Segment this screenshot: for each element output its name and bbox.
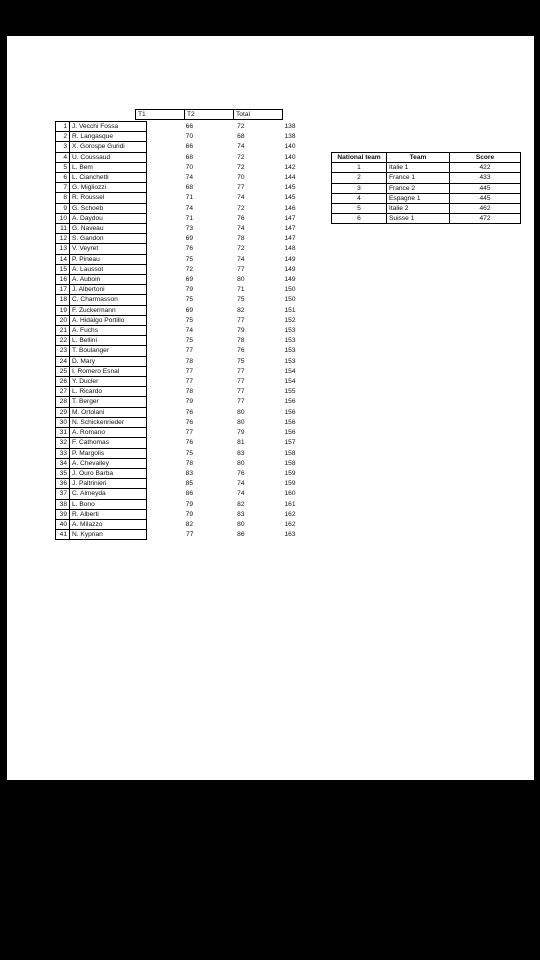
round1-score: 70 (185, 133, 193, 141)
player-rank: 22 (56, 336, 70, 346)
total-score: 138 (284, 123, 296, 130)
player-name: F. Cathomas (70, 438, 147, 448)
round2-score: 74 (237, 194, 245, 202)
total-score: 147 (284, 214, 296, 222)
player-name: A. Daydou (70, 213, 147, 223)
player-rank: 16 (56, 275, 70, 285)
team-rank: 1 (332, 163, 387, 173)
round2-score: 77 (237, 398, 245, 406)
player-rank: 18 (56, 295, 70, 305)
table-row (56, 183, 301, 193)
table-row (56, 132, 301, 142)
player-name: A. Milazzo (70, 519, 147, 529)
player-name: L. Cianchetti (70, 173, 147, 183)
player-name: N. Kyprian (70, 530, 147, 540)
total-score: 149 (284, 276, 296, 284)
player-name: T. Boulanger (70, 346, 147, 356)
round2-score: 75 (237, 357, 245, 365)
round1-score: 66 (185, 143, 193, 151)
round1-score: 69 (185, 276, 193, 284)
table-row (56, 530, 301, 540)
table-row (56, 499, 301, 509)
player-name: R. Roussel (70, 193, 147, 203)
round2-score: 77 (237, 388, 245, 396)
table-row (56, 489, 301, 499)
round2-score: 80 (237, 459, 245, 467)
table-row (332, 204, 521, 214)
team-rank: 3 (332, 183, 387, 193)
table-row (56, 407, 301, 417)
player-name: R. Alberti (70, 509, 147, 519)
player-name: Y. Ducler (70, 377, 147, 387)
round2-score: 74 (237, 225, 245, 233)
round2-score: 80 (237, 418, 245, 426)
round2-score: 79 (237, 327, 245, 335)
player-name: A. Hidalgo Portillo (70, 315, 147, 325)
table-row (56, 295, 301, 305)
total-score: 161 (284, 500, 296, 508)
total-score: 156 (284, 429, 296, 437)
round1-score: 75 (185, 449, 193, 457)
total-score: 151 (284, 306, 296, 314)
player-rank: 3 (56, 142, 70, 152)
player-rank: 4 (56, 152, 70, 162)
round1-score: 86 (185, 490, 193, 498)
player-name: L. Bem (70, 162, 147, 172)
round1-score: 78 (185, 388, 193, 396)
team-name: Espagne 1 (387, 193, 450, 203)
total-score: 156 (284, 398, 296, 406)
total-score: 146 (284, 204, 296, 212)
round2-score: 80 (237, 520, 245, 528)
total-score: 155 (284, 388, 296, 396)
header-t2: T2 (185, 110, 234, 120)
total-score: 154 (284, 378, 296, 386)
round1-score: 68 (185, 153, 193, 161)
round1-score: 79 (185, 286, 193, 294)
round1-score: 76 (185, 439, 193, 447)
player-name: G. Schoeb (70, 203, 147, 213)
player-rank: 15 (56, 264, 70, 274)
total-score: 152 (284, 316, 296, 324)
table-row (56, 519, 301, 529)
round2-score: 72 (237, 204, 245, 212)
player-name: I. Romero Esnal (70, 366, 147, 376)
round2-score: 71 (237, 286, 245, 294)
table-row (332, 183, 521, 193)
round2-score: 83 (237, 449, 245, 457)
round1-score: 75 (185, 316, 193, 324)
table-row (56, 264, 301, 274)
player-name: P. Margolis (70, 448, 147, 458)
round1-score: 70 (185, 163, 193, 171)
round2-score: 79 (237, 429, 245, 437)
round1-score: 77 (185, 367, 193, 375)
total-score: 158 (284, 459, 296, 467)
player-rank: 30 (56, 417, 70, 427)
total-score: 148 (284, 245, 296, 253)
total-score: 153 (284, 327, 296, 335)
player-name: R. Langasque (70, 132, 147, 142)
round2-score: 82 (237, 500, 245, 508)
total-score: 149 (284, 265, 296, 273)
table-row (56, 366, 301, 376)
player-rank: 33 (56, 448, 70, 458)
player-name: G. Naveau (70, 224, 147, 234)
player-rank: 20 (56, 315, 70, 325)
round1-score: 69 (185, 306, 193, 314)
player-rank: 25 (56, 366, 70, 376)
header-t1: T1 (136, 110, 185, 120)
individual-results-table (55, 121, 301, 540)
table-row (56, 336, 301, 346)
round1-score: 85 (185, 480, 193, 488)
table-row (56, 468, 301, 478)
round1-score: 77 (186, 531, 194, 539)
player-name: C. Almeyda (70, 489, 147, 499)
player-rank: 31 (56, 428, 70, 438)
header-score: Score (450, 153, 521, 163)
team-name: France 2 (387, 183, 450, 193)
total-score: 162 (284, 520, 296, 528)
player-name: J. Vecchi Fossa (70, 122, 147, 132)
player-rank: 12 (56, 234, 70, 244)
team-score: 433 (450, 173, 521, 183)
round1-score: 79 (185, 500, 193, 508)
round1-score: 82 (185, 520, 193, 528)
player-name: A. Auboin (70, 275, 147, 285)
player-rank: 27 (56, 387, 70, 397)
round1-score: 75 (185, 337, 193, 345)
total-score: 156 (284, 418, 296, 426)
player-rank: 38 (56, 499, 70, 509)
total-score: 138 (284, 133, 296, 141)
player-name: A. Fuchs (70, 326, 147, 336)
table-row (56, 428, 301, 438)
table-row (56, 203, 301, 213)
round2-score: 72 (237, 153, 245, 161)
total-score: 149 (284, 255, 296, 263)
table-row (332, 214, 521, 224)
round2-score: 80 (237, 408, 245, 416)
round2-score: 75 (237, 296, 245, 304)
round1-score: 71 (185, 194, 193, 202)
round1-score: 74 (185, 174, 193, 182)
round2-score: 76 (237, 347, 245, 355)
player-name: A. Romano (70, 428, 147, 438)
round2-score: 77 (237, 316, 245, 324)
total-score: 145 (284, 194, 296, 202)
team-rank: 6 (332, 214, 387, 224)
player-rank: 11 (56, 224, 70, 234)
round2-score: 80 (237, 276, 245, 284)
round1-score: 69 (185, 235, 193, 243)
table-row (56, 254, 301, 264)
total-score: 160 (284, 490, 296, 498)
table-row (56, 234, 301, 244)
total-score: 142 (284, 163, 296, 171)
table-row (56, 213, 301, 223)
team-rank: 5 (332, 204, 387, 214)
player-name: M. Ortolani (70, 407, 147, 417)
round1-score: 76 (185, 418, 193, 426)
team-name: Italie 1 (387, 163, 450, 173)
round1-score: 73 (185, 225, 193, 233)
player-name: D. Mary (70, 356, 147, 366)
table-row (56, 244, 301, 254)
table-row (56, 479, 301, 489)
round2-score: 83 (237, 510, 245, 518)
table-row (56, 387, 301, 397)
round2-score: 76 (237, 214, 245, 222)
table-row (56, 152, 301, 162)
round2-score: 82 (237, 306, 245, 314)
round1-score: 78 (185, 459, 193, 467)
header-team: Team (387, 153, 450, 163)
table-row (56, 356, 301, 366)
team-rank: 4 (332, 193, 387, 203)
table-row (56, 285, 301, 295)
player-name: L. Ricardo (70, 387, 147, 397)
round2-score: 70 (237, 174, 245, 182)
table-row (56, 173, 301, 183)
player-rank: 8 (56, 193, 70, 203)
total-score: 162 (284, 510, 296, 518)
total-score: 156 (284, 408, 296, 416)
team-name: Italie 2 (387, 204, 450, 214)
player-name: F. Zuckermann (70, 305, 147, 315)
player-rank: 29 (56, 407, 70, 417)
table-row (56, 162, 301, 172)
team-score: 462 (450, 204, 521, 214)
player-rank: 26 (56, 377, 70, 387)
team-rank: 2 (332, 173, 387, 183)
player-rank: 24 (56, 356, 70, 366)
table-row (56, 346, 301, 356)
round1-score: 75 (185, 296, 193, 304)
player-rank: 1 (56, 122, 70, 132)
round2-score: 72 (237, 245, 245, 253)
total-score: 153 (284, 337, 296, 345)
table-row (56, 224, 301, 234)
player-rank: 37 (56, 489, 70, 499)
table-row (332, 193, 521, 203)
round1-score: 76 (185, 408, 193, 416)
player-rank: 40 (56, 519, 70, 529)
round1-score: 78 (185, 357, 193, 365)
table-row (56, 417, 301, 427)
total-score: 140 (284, 143, 296, 151)
total-score: 140 (284, 153, 296, 161)
total-score: 153 (284, 347, 296, 355)
team-name: France 1 (387, 173, 450, 183)
round2-score: 86 (237, 531, 245, 539)
player-name: V. Veyret (70, 244, 147, 254)
round1-score: 79 (185, 398, 193, 406)
player-name: J. Albertoni (70, 285, 147, 295)
team-score: 472 (450, 214, 521, 224)
player-rank: 35 (56, 468, 70, 478)
table-row (56, 509, 301, 519)
table-row (56, 193, 301, 203)
player-name: A. Chevalley (70, 458, 147, 468)
table-row (56, 397, 301, 407)
round2-score: 77 (237, 265, 245, 273)
total-score: 150 (284, 296, 296, 304)
player-rank: 39 (56, 509, 70, 519)
table-row (56, 458, 301, 468)
round1-score: 77 (185, 347, 193, 355)
player-rank: 13 (56, 244, 70, 254)
round1-score: 77 (185, 429, 193, 437)
round1-score: 76 (185, 245, 193, 253)
player-rank: 14 (56, 254, 70, 264)
total-score: 144 (284, 174, 296, 182)
table-row (332, 163, 521, 173)
table-row (56, 275, 301, 285)
team-score: 445 (450, 193, 521, 203)
player-rank: 23 (56, 346, 70, 356)
player-name: P. Pineau (70, 254, 147, 264)
table-row (56, 122, 301, 132)
player-name: J. Paltrinieri (70, 479, 147, 489)
player-name: N. Schickenrieder (70, 417, 147, 427)
player-name: L. Bono (70, 499, 147, 509)
player-rank: 9 (56, 203, 70, 213)
scores-header (135, 109, 283, 120)
round1-score: 79 (185, 510, 193, 518)
round2-score: 74 (237, 255, 245, 263)
player-rank: 5 (56, 162, 70, 172)
round2-score: 76 (237, 469, 245, 477)
round1-score: 77 (185, 378, 193, 386)
header-national-team: National team (332, 153, 387, 163)
total-score: 147 (284, 235, 296, 243)
player-rank: 34 (56, 458, 70, 468)
table-row (56, 438, 301, 448)
player-name: G. Migliozzi (70, 183, 147, 193)
table-row (56, 305, 301, 315)
round1-score: 75 (185, 255, 193, 263)
player-rank: 2 (56, 132, 70, 142)
team-score: 445 (450, 183, 521, 193)
player-rank: 21 (56, 326, 70, 336)
round2-score: 72 (237, 123, 245, 130)
player-rank: 36 (56, 479, 70, 489)
national-team-table (331, 152, 521, 224)
team-score: 422 (450, 163, 521, 173)
total-score: 145 (284, 184, 296, 192)
player-rank: 10 (56, 213, 70, 223)
player-name: S. Gandon (70, 234, 147, 244)
player-rank: 19 (56, 305, 70, 315)
round2-score: 81 (237, 439, 245, 447)
round1-score: 74 (185, 327, 193, 335)
table-row (56, 315, 301, 325)
round1-score: 74 (185, 204, 193, 212)
table-row (56, 377, 301, 387)
total-score: 158 (284, 449, 296, 457)
total-score: 159 (284, 480, 296, 488)
player-rank: 28 (56, 397, 70, 407)
total-score: 159 (284, 469, 296, 477)
round1-score: 72 (185, 265, 193, 273)
player-rank: 32 (56, 438, 70, 448)
player-rank: 41 (56, 530, 70, 540)
player-name: U. Coussaud (70, 152, 147, 162)
player-rank: 7 (56, 183, 70, 193)
round2-score: 77 (237, 184, 245, 192)
total-score: 150 (284, 286, 296, 294)
total-score: 154 (284, 367, 296, 375)
table-row (56, 448, 301, 458)
round2-score: 68 (237, 133, 245, 141)
player-rank: 17 (56, 285, 70, 295)
round2-score: 74 (237, 490, 245, 498)
player-name: C. Charmasson (70, 295, 147, 305)
player-name: J. Ouro Barba (70, 468, 147, 478)
round2-score: 74 (237, 143, 245, 151)
header-total: Total (234, 110, 283, 120)
round2-score: 74 (237, 480, 245, 488)
round2-score: 78 (237, 235, 245, 243)
total-score: 157 (284, 439, 296, 447)
total-score: 163 (284, 531, 296, 539)
table-row (56, 326, 301, 336)
round1-score: 71 (185, 214, 193, 222)
player-rank: 6 (56, 173, 70, 183)
player-name: L. Bellini (70, 336, 147, 346)
round2-score: 78 (237, 337, 245, 345)
round2-score: 72 (237, 163, 245, 171)
total-score: 153 (284, 357, 296, 365)
team-name: Suisse 1 (387, 214, 450, 224)
round1-score: 83 (185, 469, 193, 477)
round2-score: 77 (237, 378, 245, 386)
total-score: 147 (284, 225, 296, 233)
table-row (56, 142, 301, 152)
player-name: A. Laussot (70, 264, 147, 274)
round1-score: 68 (185, 184, 193, 192)
round2-score: 77 (237, 367, 245, 375)
round1-score: 66 (185, 123, 193, 130)
table-row (332, 173, 521, 183)
player-name: T. Berger (70, 397, 147, 407)
player-name: X. Gorospe Guridi (70, 142, 147, 152)
